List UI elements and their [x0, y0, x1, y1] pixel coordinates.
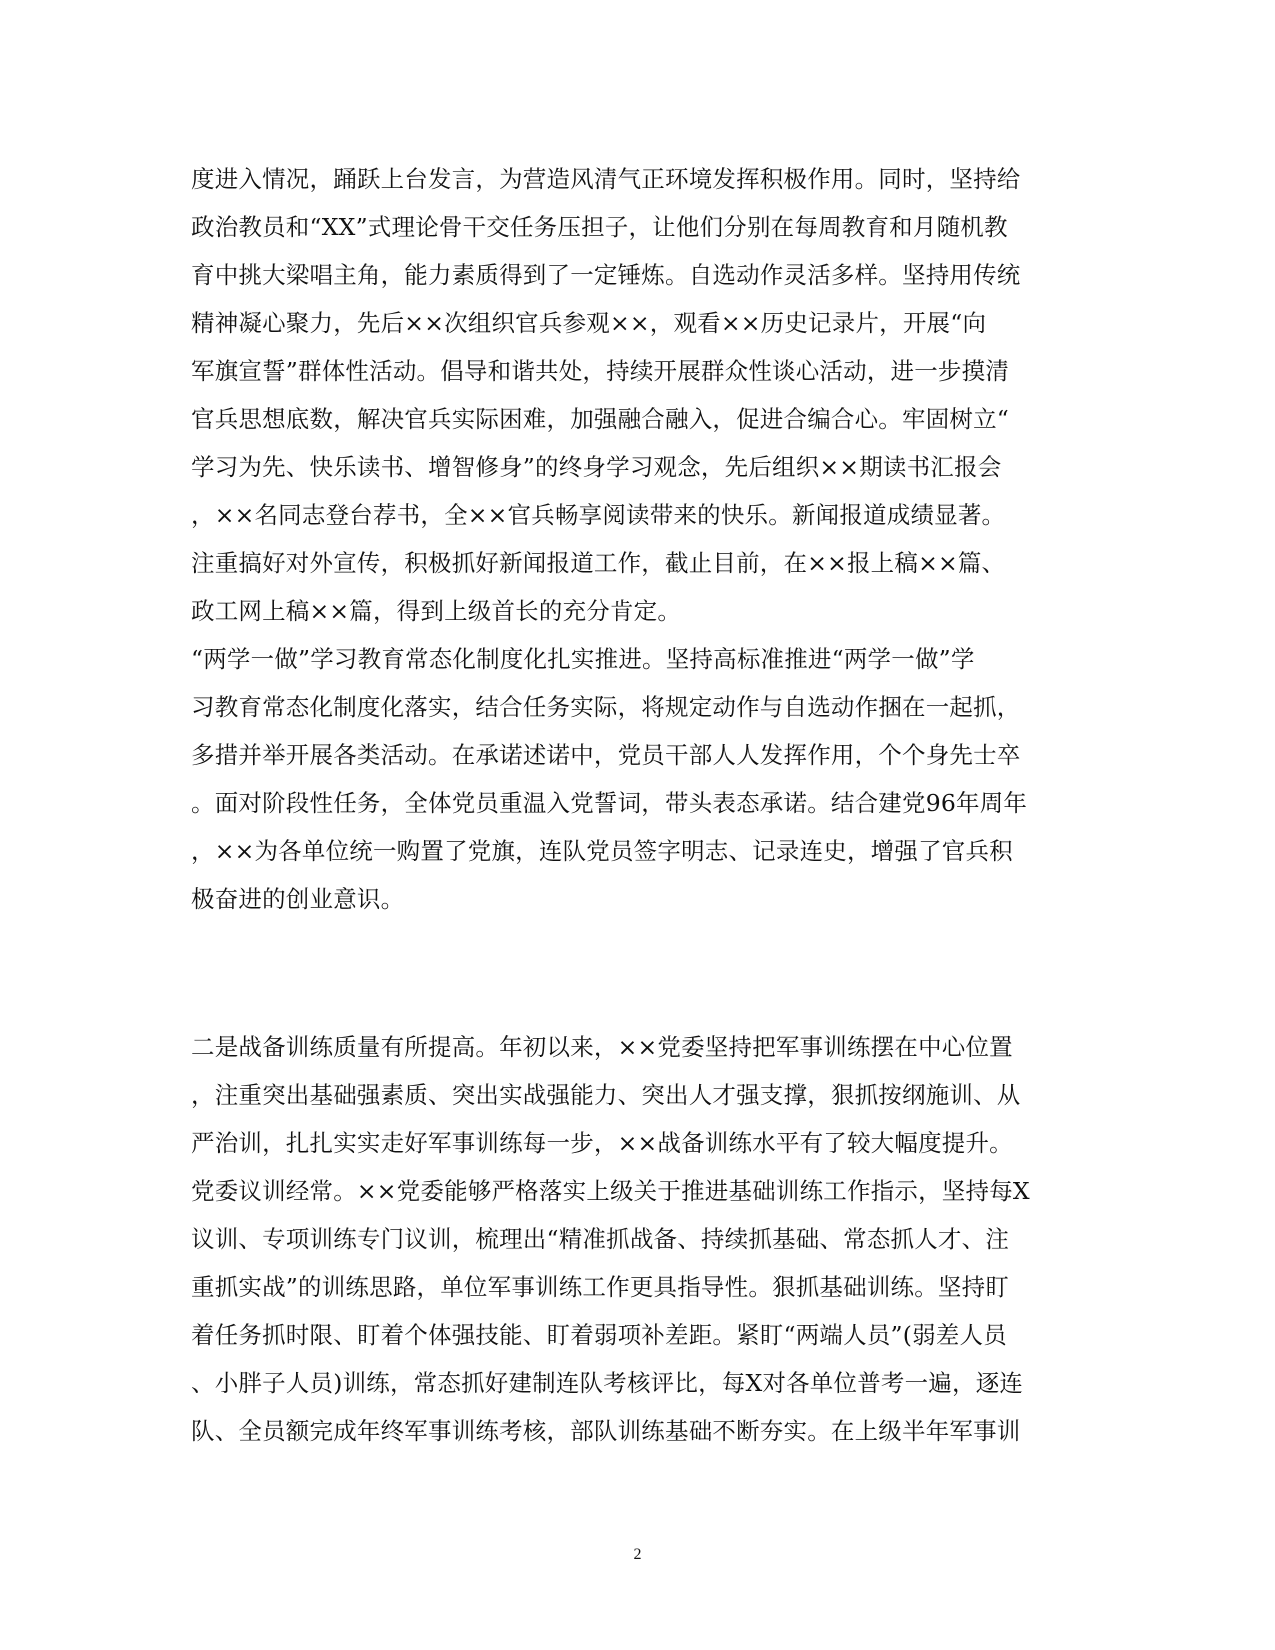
text-line: 、小胖子人员)训练，常态抓好建制连队考核评比，每X对各单位普考一遍，逐连 — [191, 1369, 1024, 1397]
page-number: 2 — [633, 1546, 642, 1563]
text-line: 政治教员和“XX”式理论骨干交任务压担子，让他们分别在每周教育和月随机教 — [191, 213, 1008, 241]
text-line: 军旗宣誓”群体性活动。倡导和谐共处，持续开展群众性谈心活动，进一步摸清 — [191, 357, 1010, 385]
text-line: 重抓实战”的训练思路，单位军事训练工作更具指导性。狠抓基础训练。坚持盯 — [191, 1273, 1010, 1301]
text-block-party-building — [191, 155, 1091, 923]
text-line: ，××为各单位统一购置了党旗，连队党员签字明志、记录连史，增强了官兵积 — [191, 837, 1013, 865]
text-line: 习教育常态化制度化落实，结合任务实际，将规定动作与自选动作捆在一起抓， — [191, 693, 1021, 721]
text-line: ，注重突出基础强素质、突出实战强能力、突出人才强支撑，狠抓按纲施训、从 — [191, 1081, 1021, 1109]
text-line: 政工网上稿××篇，得到上级首长的充分肯定。 — [191, 597, 682, 625]
text-line: ，××名同志登台荐书，全××官兵畅享阅读带来的快乐。新闻报道成绩显著。 — [191, 501, 1006, 529]
text-line: 队、全员额完成年终军事训练考核，部队训练基础不断夯实。在上级半年军事训 — [191, 1417, 1021, 1445]
text-line: 精神凝心聚力，先后××次组织官兵参观××，观看××历史记录片，开展“向 — [191, 309, 987, 337]
text-line: 官兵思想底数，解决官兵实际困难，加强融合融入，促进合编合心。牢固树立“ — [191, 405, 1010, 433]
text-block-combat-training — [191, 1023, 1091, 1455]
text-line: 着任务抓时限、盯着个体强技能、盯着弱项补差距。紧盯“两端人员”(弱差人员 — [191, 1321, 1007, 1349]
text-line: 严治训，扎扎实实走好军事训练每一步，××战备训练水平有了较大幅度提升。 — [191, 1129, 1013, 1157]
text-line: 。面对阶段性任务，全体党员重温入党誓词，带头表态承诺。结合建党96年周年 — [191, 789, 1028, 817]
text-line: 党委议训经常。××党委能够严格落实上级关于推进基础训练工作指示，坚持每X — [191, 1177, 1030, 1205]
text-line: 二是战备训练质量有所提高。年初以来，××党委坚持把军事训练摆在中心位置 — [191, 1033, 1013, 1061]
text-line: 学习为先、快乐读书、增智修身”的终身学习观念，先后组织××期读书汇报会 — [191, 453, 1002, 481]
text-line: 注重搞好对外宣传，积极抓好新闻报道工作，截止目前，在××报上稿××篇、 — [191, 549, 1006, 577]
text-line: 议训、专项训练专门议训，梳理出“精准抓战备、持续抓基础、常态抓人才、注 — [191, 1225, 1010, 1253]
text-line: “两学一做”学习教育常态化制度化扎实推进。坚持高标准推进“两学一做”学 — [191, 645, 975, 673]
text-line: 育中挑大梁唱主角，能力素质得到了一定锤炼。自选动作灵活多样。坚持用传统 — [191, 261, 1021, 289]
text-line: 多措并举开展各类活动。在承诺述诺中，党员干部人人发挥作用，个个身先士卒 — [191, 741, 1021, 769]
text-line: 度进入情况，踊跃上台发言，为营造风清气正环境发挥积极作用。同时，坚持给 — [191, 165, 1021, 193]
text-line: 极奋进的创业意识。 — [191, 885, 405, 913]
